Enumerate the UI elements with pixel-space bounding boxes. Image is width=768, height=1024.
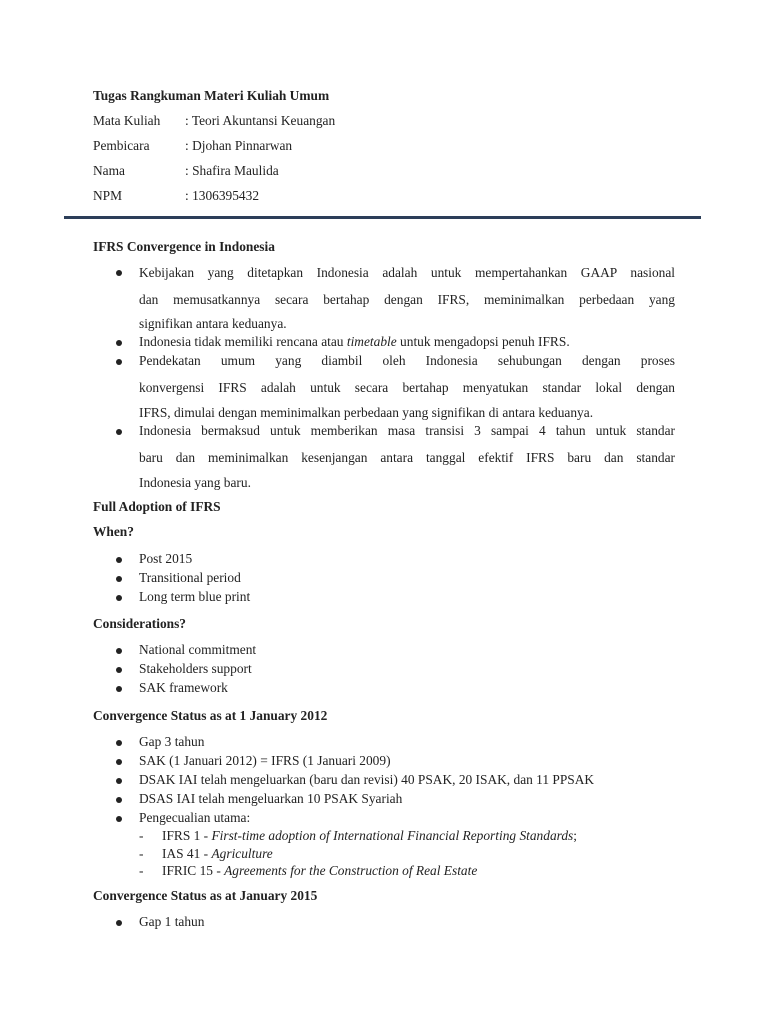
section-heading-full-adoption: Full Adoption of IFRS (93, 499, 221, 514)
dash-marker: - (139, 828, 144, 843)
list-item: DSAK IAI telah mengeluarkan (baru dan revisi) 40 PSAK, 20 ISAK, dan 11 PPSAK (139, 772, 595, 787)
bullet-icon (116, 686, 122, 692)
bullet-icon (116, 576, 122, 582)
paragraph-line: Pendekatan umum yang diambil oleh Indonesia sehubungan dengan proses (139, 353, 675, 368)
section-heading-status-2012: Convergence Status as at 1 January 2012 (93, 708, 328, 723)
field-label-course: Mata Kuliah (93, 113, 161, 128)
list-item: Stakeholders support (139, 661, 252, 676)
bullet-icon (116, 667, 122, 673)
list-item: Gap 3 tahun (139, 734, 205, 749)
list-item: DSAS IAI telah mengeluarkan 10 PSAK Syariah (139, 791, 403, 806)
subheading-considerations: Considerations? (93, 616, 187, 631)
field-value-npm: : 1306395432 (185, 188, 260, 203)
field-value-name: : Shafira Maulida (185, 163, 279, 178)
field-value-course: : Teori Akuntansi Keuangan (185, 113, 336, 128)
dash-marker: - (139, 863, 144, 878)
text-run: IAS 41 - (162, 846, 212, 861)
bullet-icon (116, 740, 122, 746)
list-item: Long term blue print (139, 589, 251, 604)
section-heading-convergence: IFRS Convergence in Indonesia (93, 239, 275, 254)
subheading-when: When? (93, 524, 134, 539)
paragraph-line: Indonesia bermaksud untuk memberikan masa transisi 3 sampai 4 tahun untuk standar (139, 423, 675, 438)
bullet-icon (116, 429, 122, 435)
bullet-icon (116, 359, 122, 365)
paragraph-line: Indonesia yang baru. (139, 475, 251, 490)
text-run: Indonesia tidak memiliki rencana atau (139, 334, 347, 349)
header-divider (64, 216, 701, 219)
paragraph-line: dan memusatkannya secara bertahap dengan IFRS, meminimalkan perbedaan yang (139, 292, 675, 307)
dash-marker: - (139, 846, 144, 861)
paragraph-line: IFRS, dimulai dengan meminimalkan perbedaan yang signifikan di antara keduanya. (139, 405, 594, 420)
bullet-icon (116, 270, 122, 276)
bullet-icon (116, 595, 122, 601)
sub-list-item (162, 846, 273, 862)
list-item: Transitional period (139, 570, 241, 585)
bullet-icon (116, 920, 122, 926)
sub-list-item (162, 863, 477, 879)
doc-title: Tugas Rangkuman Materi Kuliah Umum (93, 88, 330, 103)
paragraph-line: konvergensi IFRS adalah untuk secara bertahap menyatukan standar lokal dengan (139, 380, 675, 395)
list-item: Pengecualian utama: (139, 810, 251, 825)
bullet-icon (116, 340, 122, 346)
field-label-speaker: Pembicara (93, 138, 150, 153)
sub-list-item (162, 828, 577, 844)
field-label-name: Nama (93, 163, 125, 178)
paragraph-line: signifikan antara keduanya. (139, 316, 287, 331)
paragraph-line (139, 334, 570, 350)
list-item: SAK framework (139, 680, 228, 695)
list-item: Post 2015 (139, 551, 193, 566)
paragraph-line: baru dan meminimalkan kesenjangan antara tanggal efektif IFRS baru dan standar (139, 450, 675, 465)
bullet-icon (116, 648, 122, 654)
bullet-icon (116, 797, 122, 803)
text-run: ; (573, 828, 577, 843)
field-value-speaker: : Djohan Pinnarwan (185, 138, 293, 153)
bullet-icon (116, 759, 122, 765)
text-run: IFRIC 15 - (162, 863, 225, 878)
emphasis-text: Agreements for the Construction of Real Estate (224, 863, 478, 878)
emphasis-text: Agriculture (211, 846, 273, 861)
list-item: SAK (1 Januari 2012) = IFRS (1 Januari 2009) (139, 753, 391, 768)
text-run: IFRS 1 - (162, 828, 212, 843)
bullet-icon (116, 816, 122, 822)
list-item: National commitment (139, 642, 257, 657)
field-label-npm: NPM (93, 188, 123, 203)
bullet-icon (116, 778, 122, 784)
paragraph-line: Kebijakan yang ditetapkan Indonesia adalah untuk mempertahankan GAAP nasional (139, 265, 675, 280)
emphasis-text: timetable (346, 334, 397, 349)
emphasis-text: First-time adoption of International Financial Reporting Standards (211, 828, 574, 843)
bullet-icon (116, 557, 122, 563)
list-item: Gap 1 tahun (139, 914, 205, 929)
text-run: untuk mengadopsi penuh IFRS. (396, 334, 570, 349)
section-heading-status-2015: Convergence Status as at January 2015 (93, 888, 318, 903)
